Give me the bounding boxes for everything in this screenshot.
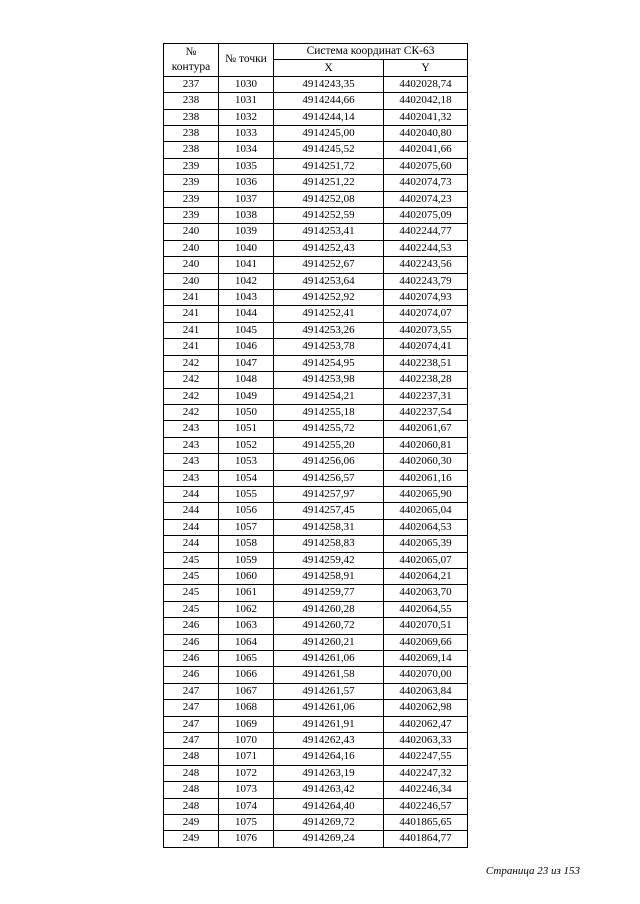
cell-x: 4914255,72 bbox=[274, 421, 384, 437]
cell-x: 4914251,22 bbox=[274, 175, 384, 191]
cell-x: 4914263,19 bbox=[274, 765, 384, 781]
cell-contour: 244 bbox=[164, 536, 219, 552]
cell-x: 4914253,41 bbox=[274, 224, 384, 240]
cell-x: 4914260,21 bbox=[274, 634, 384, 650]
cell-point: 1047 bbox=[219, 355, 274, 371]
cell-point: 1070 bbox=[219, 733, 274, 749]
table-row bbox=[164, 733, 468, 749]
cell-point: 1036 bbox=[219, 175, 274, 191]
cell-x: 4914257,97 bbox=[274, 486, 384, 502]
cell-x: 4914253,98 bbox=[274, 372, 384, 388]
cell-point: 1057 bbox=[219, 519, 274, 535]
cell-x: 4914261,58 bbox=[274, 667, 384, 683]
table-row bbox=[164, 158, 468, 174]
cell-y: 4402246,34 bbox=[384, 782, 468, 798]
cell-point: 1059 bbox=[219, 552, 274, 568]
cell-x: 4914245,00 bbox=[274, 126, 384, 142]
cell-x: 4914252,92 bbox=[274, 290, 384, 306]
table-row bbox=[164, 240, 468, 256]
cell-contour: 245 bbox=[164, 552, 219, 568]
cell-point: 1038 bbox=[219, 208, 274, 224]
cell-x: 4914264,40 bbox=[274, 798, 384, 814]
table-row bbox=[164, 404, 468, 420]
cell-y: 4402063,33 bbox=[384, 733, 468, 749]
cell-y: 4402247,55 bbox=[384, 749, 468, 765]
cell-y: 4402065,90 bbox=[384, 486, 468, 502]
table-row bbox=[164, 355, 468, 371]
cell-contour: 246 bbox=[164, 667, 219, 683]
cell-x: 4914252,43 bbox=[274, 240, 384, 256]
cell-y: 4402041,66 bbox=[384, 142, 468, 158]
cell-contour: 247 bbox=[164, 700, 219, 716]
cell-point: 1066 bbox=[219, 667, 274, 683]
cell-contour: 243 bbox=[164, 454, 219, 470]
cell-contour: 243 bbox=[164, 421, 219, 437]
cell-x: 4914263,42 bbox=[274, 782, 384, 798]
cell-point: 1048 bbox=[219, 372, 274, 388]
cell-y: 4402064,21 bbox=[384, 568, 468, 584]
cell-y: 4402062,98 bbox=[384, 700, 468, 716]
table-row bbox=[164, 552, 468, 568]
cell-y: 4402063,70 bbox=[384, 585, 468, 601]
table-row bbox=[164, 683, 468, 699]
header-x: X bbox=[274, 60, 384, 76]
cell-contour: 239 bbox=[164, 158, 219, 174]
cell-y: 4402064,53 bbox=[384, 519, 468, 535]
cell-point: 1055 bbox=[219, 486, 274, 502]
cell-contour: 239 bbox=[164, 208, 219, 224]
cell-x: 4914255,20 bbox=[274, 437, 384, 453]
table-row bbox=[164, 716, 468, 732]
table-row bbox=[164, 191, 468, 207]
table-row bbox=[164, 618, 468, 634]
header-y: Y bbox=[384, 60, 468, 76]
cell-contour: 239 bbox=[164, 175, 219, 191]
table-row bbox=[164, 224, 468, 240]
cell-y: 4402238,51 bbox=[384, 355, 468, 371]
table-row bbox=[164, 126, 468, 142]
cell-point: 1043 bbox=[219, 290, 274, 306]
cell-point: 1045 bbox=[219, 322, 274, 338]
cell-y: 4402062,47 bbox=[384, 716, 468, 732]
cell-x: 4914243,35 bbox=[274, 76, 384, 92]
cell-point: 1056 bbox=[219, 503, 274, 519]
table-row bbox=[164, 109, 468, 125]
cell-point: 1058 bbox=[219, 536, 274, 552]
cell-point: 1033 bbox=[219, 126, 274, 142]
cell-point: 1041 bbox=[219, 257, 274, 273]
cell-x: 4914261,06 bbox=[274, 651, 384, 667]
cell-y: 4402247,32 bbox=[384, 765, 468, 781]
cell-contour: 245 bbox=[164, 568, 219, 584]
cell-y: 4402028,74 bbox=[384, 76, 468, 92]
cell-x: 4914253,64 bbox=[274, 273, 384, 289]
cell-point: 1076 bbox=[219, 831, 274, 847]
cell-contour: 246 bbox=[164, 618, 219, 634]
cell-contour: 242 bbox=[164, 355, 219, 371]
cell-y: 4402237,31 bbox=[384, 388, 468, 404]
cell-y: 4402074,07 bbox=[384, 306, 468, 322]
table-row bbox=[164, 322, 468, 338]
cell-y: 4402075,60 bbox=[384, 158, 468, 174]
cell-contour: 237 bbox=[164, 76, 219, 92]
cell-contour: 240 bbox=[164, 273, 219, 289]
cell-point: 1037 bbox=[219, 191, 274, 207]
cell-contour: 238 bbox=[164, 109, 219, 125]
cell-x: 4914253,26 bbox=[274, 322, 384, 338]
cell-contour: 238 bbox=[164, 93, 219, 109]
cell-y: 4402061,16 bbox=[384, 470, 468, 486]
cell-point: 1064 bbox=[219, 634, 274, 650]
table-body bbox=[164, 76, 468, 847]
cell-y: 4402243,79 bbox=[384, 273, 468, 289]
cell-y: 4402074,41 bbox=[384, 339, 468, 355]
cell-point: 1054 bbox=[219, 470, 274, 486]
cell-y: 4402075,09 bbox=[384, 208, 468, 224]
header-point-number: № точки bbox=[219, 44, 274, 77]
header-coordinate-system: Система координат СК-63 bbox=[274, 44, 468, 60]
cell-y: 4402244,77 bbox=[384, 224, 468, 240]
cell-y: 4402074,23 bbox=[384, 191, 468, 207]
cell-y: 4402238,28 bbox=[384, 372, 468, 388]
table-row bbox=[164, 142, 468, 158]
cell-y: 4402065,07 bbox=[384, 552, 468, 568]
cell-point: 1053 bbox=[219, 454, 274, 470]
cell-point: 1065 bbox=[219, 651, 274, 667]
cell-point: 1046 bbox=[219, 339, 274, 355]
table-row bbox=[164, 798, 468, 814]
cell-x: 4914261,06 bbox=[274, 700, 384, 716]
cell-contour: 246 bbox=[164, 651, 219, 667]
cell-x: 4914262,43 bbox=[274, 733, 384, 749]
page-number: Страница 23 из 153 bbox=[485, 865, 580, 877]
cell-x: 4914255,18 bbox=[274, 404, 384, 420]
table-row bbox=[164, 782, 468, 798]
cell-x: 4914254,95 bbox=[274, 355, 384, 371]
table-header bbox=[164, 44, 468, 77]
cell-contour: 245 bbox=[164, 585, 219, 601]
cell-point: 1052 bbox=[219, 437, 274, 453]
cell-x: 4914260,72 bbox=[274, 618, 384, 634]
cell-contour: 241 bbox=[164, 322, 219, 338]
cell-point: 1049 bbox=[219, 388, 274, 404]
table-row bbox=[164, 585, 468, 601]
cell-x: 4914258,31 bbox=[274, 519, 384, 535]
table-row bbox=[164, 749, 468, 765]
cell-point: 1034 bbox=[219, 142, 274, 158]
cell-contour: 240 bbox=[164, 224, 219, 240]
cell-y: 4402065,04 bbox=[384, 503, 468, 519]
cell-y: 4402060,30 bbox=[384, 454, 468, 470]
cell-point: 1069 bbox=[219, 716, 274, 732]
cell-contour: 248 bbox=[164, 765, 219, 781]
table-row bbox=[164, 601, 468, 617]
cell-point: 1040 bbox=[219, 240, 274, 256]
cell-y: 4402069,14 bbox=[384, 651, 468, 667]
cell-contour: 249 bbox=[164, 815, 219, 831]
table-row bbox=[164, 290, 468, 306]
cell-point: 1039 bbox=[219, 224, 274, 240]
cell-y: 4402040,80 bbox=[384, 126, 468, 142]
cell-y: 4402063,84 bbox=[384, 683, 468, 699]
cell-contour: 247 bbox=[164, 716, 219, 732]
cell-x: 4914269,24 bbox=[274, 831, 384, 847]
cell-y: 4402069,66 bbox=[384, 634, 468, 650]
cell-point: 1051 bbox=[219, 421, 274, 437]
table-row bbox=[164, 667, 468, 683]
table-row bbox=[164, 651, 468, 667]
cell-x: 4914269,72 bbox=[274, 815, 384, 831]
cell-y: 4402070,51 bbox=[384, 618, 468, 634]
table-row bbox=[164, 470, 468, 486]
table-row bbox=[164, 519, 468, 535]
table-row bbox=[164, 815, 468, 831]
cell-contour: 247 bbox=[164, 683, 219, 699]
table-row bbox=[164, 437, 468, 453]
cell-contour: 238 bbox=[164, 142, 219, 158]
table-row bbox=[164, 388, 468, 404]
table-row bbox=[164, 421, 468, 437]
cell-x: 4914259,77 bbox=[274, 585, 384, 601]
cell-x: 4914257,45 bbox=[274, 503, 384, 519]
cell-x: 4914259,42 bbox=[274, 552, 384, 568]
header-contour-number: № контура bbox=[164, 44, 219, 77]
cell-point: 1042 bbox=[219, 273, 274, 289]
cell-point: 1075 bbox=[219, 815, 274, 831]
table-row bbox=[164, 831, 468, 847]
cell-contour: 243 bbox=[164, 437, 219, 453]
cell-contour: 240 bbox=[164, 240, 219, 256]
table-row bbox=[164, 339, 468, 355]
cell-contour: 244 bbox=[164, 519, 219, 535]
table-row bbox=[164, 257, 468, 273]
table-row bbox=[164, 503, 468, 519]
cell-x: 4914256,57 bbox=[274, 470, 384, 486]
cell-contour: 247 bbox=[164, 733, 219, 749]
cell-x: 4914264,16 bbox=[274, 749, 384, 765]
table-row bbox=[164, 486, 468, 502]
cell-x: 4914256,06 bbox=[274, 454, 384, 470]
cell-point: 1067 bbox=[219, 683, 274, 699]
cell-point: 1074 bbox=[219, 798, 274, 814]
cell-x: 4914245,52 bbox=[274, 142, 384, 158]
cell-contour: 241 bbox=[164, 290, 219, 306]
cell-y: 4402244,53 bbox=[384, 240, 468, 256]
cell-point: 1071 bbox=[219, 749, 274, 765]
cell-y: 4402061,67 bbox=[384, 421, 468, 437]
cell-point: 1063 bbox=[219, 618, 274, 634]
table-row bbox=[164, 273, 468, 289]
cell-y: 4402074,93 bbox=[384, 290, 468, 306]
table-row bbox=[164, 765, 468, 781]
cell-contour: 246 bbox=[164, 634, 219, 650]
cell-point: 1060 bbox=[219, 568, 274, 584]
cell-x: 4914258,83 bbox=[274, 536, 384, 552]
table-row bbox=[164, 536, 468, 552]
cell-y: 4402064,55 bbox=[384, 601, 468, 617]
cell-y: 4402042,18 bbox=[384, 93, 468, 109]
cell-y: 4402074,73 bbox=[384, 175, 468, 191]
cell-x: 4914252,41 bbox=[274, 306, 384, 322]
table-row bbox=[164, 454, 468, 470]
cell-contour: 249 bbox=[164, 831, 219, 847]
cell-contour: 248 bbox=[164, 782, 219, 798]
cell-x: 4914258,91 bbox=[274, 568, 384, 584]
cell-contour: 238 bbox=[164, 126, 219, 142]
cell-contour: 244 bbox=[164, 503, 219, 519]
cell-point: 1072 bbox=[219, 765, 274, 781]
table-row bbox=[164, 76, 468, 92]
cell-contour: 248 bbox=[164, 798, 219, 814]
cell-contour: 242 bbox=[164, 404, 219, 420]
cell-contour: 242 bbox=[164, 372, 219, 388]
cell-x: 4914252,67 bbox=[274, 257, 384, 273]
cell-y: 4402246,57 bbox=[384, 798, 468, 814]
cell-y: 4402065,39 bbox=[384, 536, 468, 552]
cell-y: 4401865,65 bbox=[384, 815, 468, 831]
cell-x: 4914252,59 bbox=[274, 208, 384, 224]
cell-point: 1062 bbox=[219, 601, 274, 617]
cell-point: 1061 bbox=[219, 585, 274, 601]
cell-x: 4914253,78 bbox=[274, 339, 384, 355]
cell-y: 4402237,54 bbox=[384, 404, 468, 420]
cell-point: 1035 bbox=[219, 158, 274, 174]
cell-point: 1031 bbox=[219, 93, 274, 109]
cell-point: 1032 bbox=[219, 109, 274, 125]
table-row bbox=[164, 568, 468, 584]
cell-y: 4402070,00 bbox=[384, 667, 468, 683]
cell-contour: 244 bbox=[164, 486, 219, 502]
table-row bbox=[164, 306, 468, 322]
cell-point: 1044 bbox=[219, 306, 274, 322]
cell-x: 4914244,66 bbox=[274, 93, 384, 109]
cell-x: 4914261,57 bbox=[274, 683, 384, 699]
table-row bbox=[164, 93, 468, 109]
cell-contour: 240 bbox=[164, 257, 219, 273]
cell-y: 4402073,55 bbox=[384, 322, 468, 338]
cell-point: 1050 bbox=[219, 404, 274, 420]
cell-x: 4914244,14 bbox=[274, 109, 384, 125]
cell-y: 4401864,77 bbox=[384, 831, 468, 847]
cell-point: 1068 bbox=[219, 700, 274, 716]
cell-point: 1030 bbox=[219, 76, 274, 92]
coordinates-table bbox=[163, 43, 468, 848]
cell-point: 1073 bbox=[219, 782, 274, 798]
cell-contour: 239 bbox=[164, 191, 219, 207]
cell-x: 4914251,72 bbox=[274, 158, 384, 174]
cell-x: 4914252,08 bbox=[274, 191, 384, 207]
cell-contour: 248 bbox=[164, 749, 219, 765]
table-row bbox=[164, 175, 468, 191]
table-row bbox=[164, 700, 468, 716]
table-row bbox=[164, 372, 468, 388]
cell-y: 4402243,56 bbox=[384, 257, 468, 273]
table-row bbox=[164, 634, 468, 650]
cell-x: 4914254,21 bbox=[274, 388, 384, 404]
cell-contour: 245 bbox=[164, 601, 219, 617]
cell-contour: 242 bbox=[164, 388, 219, 404]
cell-y: 4402060,81 bbox=[384, 437, 468, 453]
cell-contour: 241 bbox=[164, 306, 219, 322]
cell-x: 4914261,91 bbox=[274, 716, 384, 732]
cell-y: 4402041,32 bbox=[384, 109, 468, 125]
cell-x: 4914260,28 bbox=[274, 601, 384, 617]
cell-contour: 241 bbox=[164, 339, 219, 355]
cell-contour: 243 bbox=[164, 470, 219, 486]
table-row bbox=[164, 208, 468, 224]
